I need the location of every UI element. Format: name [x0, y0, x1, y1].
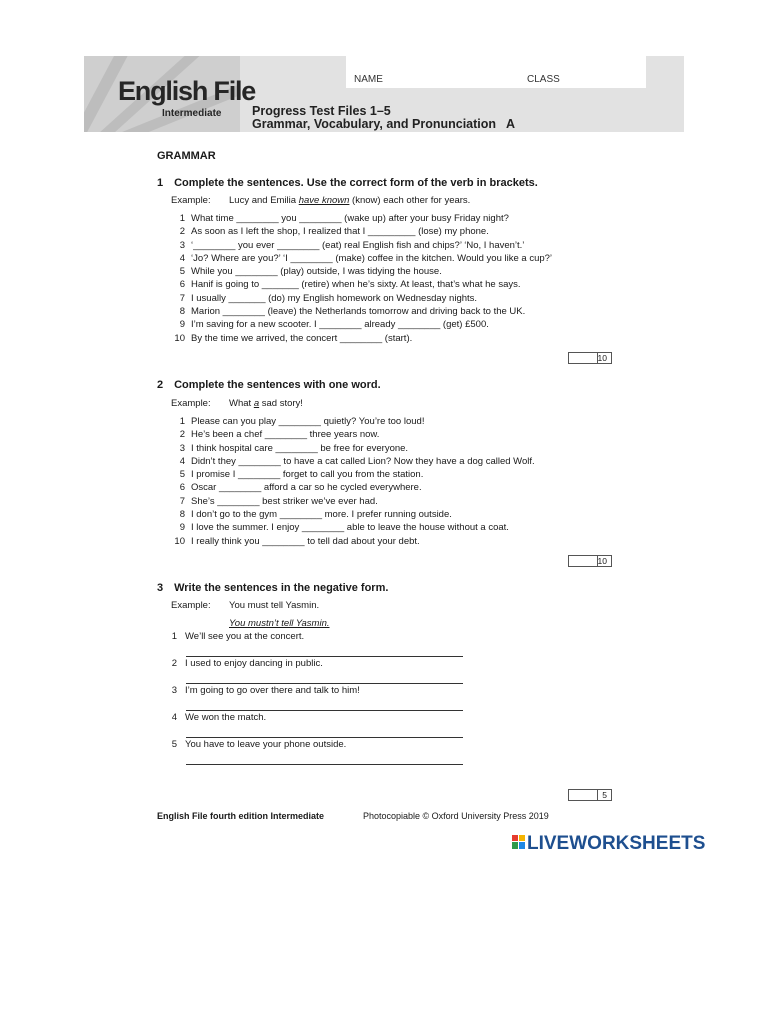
- list-item: [165, 318, 552, 331]
- question-1-heading: [157, 177, 538, 189]
- item-number: 7: [179, 495, 185, 507]
- logo-title: English File: [118, 76, 256, 106]
- item-number: 3: [171, 685, 177, 696]
- item-number: 4: [179, 252, 185, 264]
- item-text: Oscar ________ afford a car so he cycled everywhere.: [191, 482, 422, 494]
- list-item: [165, 631, 304, 642]
- question-instruction: Write the sentences in the negative form.: [174, 582, 389, 594]
- item-text: You have to leave your phone outside.: [185, 739, 347, 750]
- example-text: (know) each other for years.: [349, 195, 471, 206]
- question-1-list: [165, 212, 552, 345]
- example-answer: You mustn’t tell Yasmin.: [229, 618, 330, 629]
- answer-line[interactable]: [186, 656, 463, 657]
- list-item: [165, 292, 552, 305]
- item-number: 2: [171, 658, 177, 669]
- item-text: By the time we arrived, the concert ________ (start).: [191, 332, 413, 344]
- item-number: 2: [179, 429, 185, 441]
- list-item: [165, 658, 323, 669]
- item-number: 5: [171, 739, 177, 750]
- item-number: 9: [179, 319, 185, 331]
- question-1-example: [171, 195, 470, 206]
- answer-line[interactable]: [186, 710, 463, 711]
- list-item: [165, 468, 535, 481]
- list-item: [165, 278, 552, 291]
- list-item: [165, 535, 535, 548]
- item-text: ‘________ you ever ________ (eat) real English fish and chips?’ ‘No, I haven’t.’: [191, 239, 525, 251]
- item-text: I really think you ________ to tell dad about your debt.: [191, 535, 420, 547]
- item-text: I promise I ________ forget to call you from the station.: [191, 469, 424, 481]
- example-answer: a: [253, 398, 260, 409]
- item-text: I usually _______ (do) my English homework on Wednesday nights.: [191, 292, 478, 304]
- answer-line[interactable]: [186, 737, 463, 738]
- list-item: [165, 508, 535, 521]
- name-label: NAME: [354, 74, 383, 85]
- question-3-heading: [157, 582, 388, 594]
- list-item: [165, 252, 552, 265]
- example-text: sad story!: [259, 398, 303, 409]
- item-number: 10: [174, 535, 185, 547]
- item-text: We’ll see you at the concert.: [185, 631, 305, 642]
- item-number: 8: [179, 306, 185, 318]
- item-text: I’m saving for a new scooter. I ________ already ________ (get) £500.: [191, 319, 489, 331]
- list-item: [165, 239, 552, 252]
- item-number: 6: [179, 279, 185, 291]
- footer-title: English File fourth edition Intermediate: [157, 811, 325, 821]
- list-item: [165, 225, 552, 238]
- liveworksheets-icon: [512, 835, 526, 850]
- item-text: While you ________ (play) outside, I was tidying the house.: [191, 266, 442, 278]
- item-text: I think hospital care ________ be free for everyone.: [191, 442, 409, 454]
- list-item: [165, 739, 346, 750]
- list-item: [165, 415, 535, 428]
- watermark-text: LIVEWORKSHEETS: [527, 833, 706, 854]
- item-text: I don’t go to the gym ________ more. I prefer running outside.: [191, 509, 452, 521]
- list-item: [165, 442, 535, 455]
- item-number: 1: [179, 213, 185, 224]
- example-text: Lucy and Emilia: [229, 195, 299, 206]
- item-text: Hanif is going to _______ (retire) when he’s sixty. At least, that’s what he says.: [191, 279, 521, 291]
- answer-line[interactable]: [186, 764, 463, 765]
- list-item: [165, 265, 552, 278]
- score-box: [568, 789, 612, 801]
- question-number: 1: [157, 177, 164, 189]
- item-text: She’s ________ best striker we’ve ever had.: [191, 495, 378, 507]
- item-text: What time ________ you ________ (wake up) after your busy Friday night?: [191, 213, 509, 224]
- item-text: I love the summer. I enjoy ________ able to leave the house without a coat.: [191, 522, 509, 534]
- item-number: 9: [179, 522, 185, 534]
- item-text: I’m going to go over there and talk to him!: [185, 685, 360, 696]
- list-item: [165, 495, 535, 508]
- section-title: GRAMMAR: [157, 150, 216, 162]
- item-text: I used to enjoy dancing in public.: [185, 658, 323, 669]
- item-number: 4: [171, 712, 177, 723]
- question-instruction: Complete the sentences. Use the correct form of the verb in brackets.: [174, 177, 538, 189]
- item-number: 2: [179, 226, 185, 238]
- example-answer: have known: [298, 195, 350, 206]
- item-number: 10: [174, 332, 185, 344]
- score-total: 5: [602, 790, 607, 800]
- list-item: [165, 332, 552, 345]
- question-2-example: [171, 398, 303, 409]
- list-item: [165, 712, 266, 723]
- question-2-heading: [157, 379, 381, 391]
- score-box: [568, 555, 612, 567]
- question-number: 2: [157, 379, 164, 391]
- item-text: Please can you play ________ quietly? You’re too loud!: [191, 416, 425, 427]
- list-item: [165, 212, 552, 225]
- item-number: 3: [179, 442, 185, 454]
- item-number: 7: [179, 292, 185, 304]
- item-text: As soon as I left the shop, I realized that I _________ (lose) my phone.: [191, 226, 489, 238]
- score-blank[interactable]: [569, 556, 598, 566]
- item-number: 1: [171, 631, 177, 642]
- question-number: 3: [157, 582, 164, 594]
- score-blank[interactable]: [569, 790, 598, 800]
- example-text: What: [229, 398, 254, 409]
- question-3-example: [171, 600, 319, 611]
- logo-subtitle: Intermediate: [162, 108, 222, 119]
- score-blank[interactable]: [569, 353, 598, 363]
- score-box: [568, 352, 612, 364]
- item-text: ‘Jo? Where are you?’ ‘I ________ (make) coffee in the kitchen. Would you like a cup?’: [191, 252, 553, 264]
- list-item: [165, 305, 552, 318]
- question-2-list: [165, 415, 535, 548]
- test-title: Progress Test Files 1–5: [252, 104, 391, 118]
- item-number: 3: [179, 239, 185, 251]
- list-item: [165, 428, 535, 441]
- list-item: [165, 521, 535, 534]
- example-text: You must tell Yasmin.: [229, 600, 320, 611]
- list-item: [165, 481, 535, 494]
- item-number: 4: [179, 455, 185, 467]
- list-item: [165, 685, 360, 696]
- example-label: Example:: [171, 195, 211, 206]
- item-number: 5: [179, 469, 185, 481]
- footer-copyright: Photocopiable © Oxford University Press 2019: [363, 811, 549, 821]
- test-subtitle: Grammar, Vocabulary, and Pronunciation A: [252, 117, 516, 131]
- answer-line[interactable]: [186, 683, 463, 684]
- score-total: 10: [597, 353, 607, 363]
- example-label: Example:: [171, 600, 211, 611]
- class-label: CLASS: [527, 74, 560, 85]
- item-number: 6: [179, 482, 185, 494]
- item-text: Didn’t they ________ to have a cat called Lion? Now they have a dog called Wolf.: [191, 455, 535, 467]
- item-number: 5: [179, 266, 185, 278]
- list-item: [165, 455, 535, 468]
- item-text: He’s been a chef ________ three years now.: [191, 429, 380, 441]
- item-text: Marion ________ (leave) the Netherlands tomorrow and driving back to the UK.: [191, 306, 526, 318]
- item-number: 8: [179, 509, 185, 521]
- name-class-box: [346, 56, 646, 88]
- item-number: 1: [179, 416, 185, 427]
- question-3-example-answer: [229, 618, 330, 629]
- score-total: 10: [597, 556, 607, 566]
- question-instruction: Complete the sentences with one word.: [174, 379, 381, 391]
- item-text: We won the match.: [185, 712, 267, 723]
- example-label: Example:: [171, 398, 211, 409]
